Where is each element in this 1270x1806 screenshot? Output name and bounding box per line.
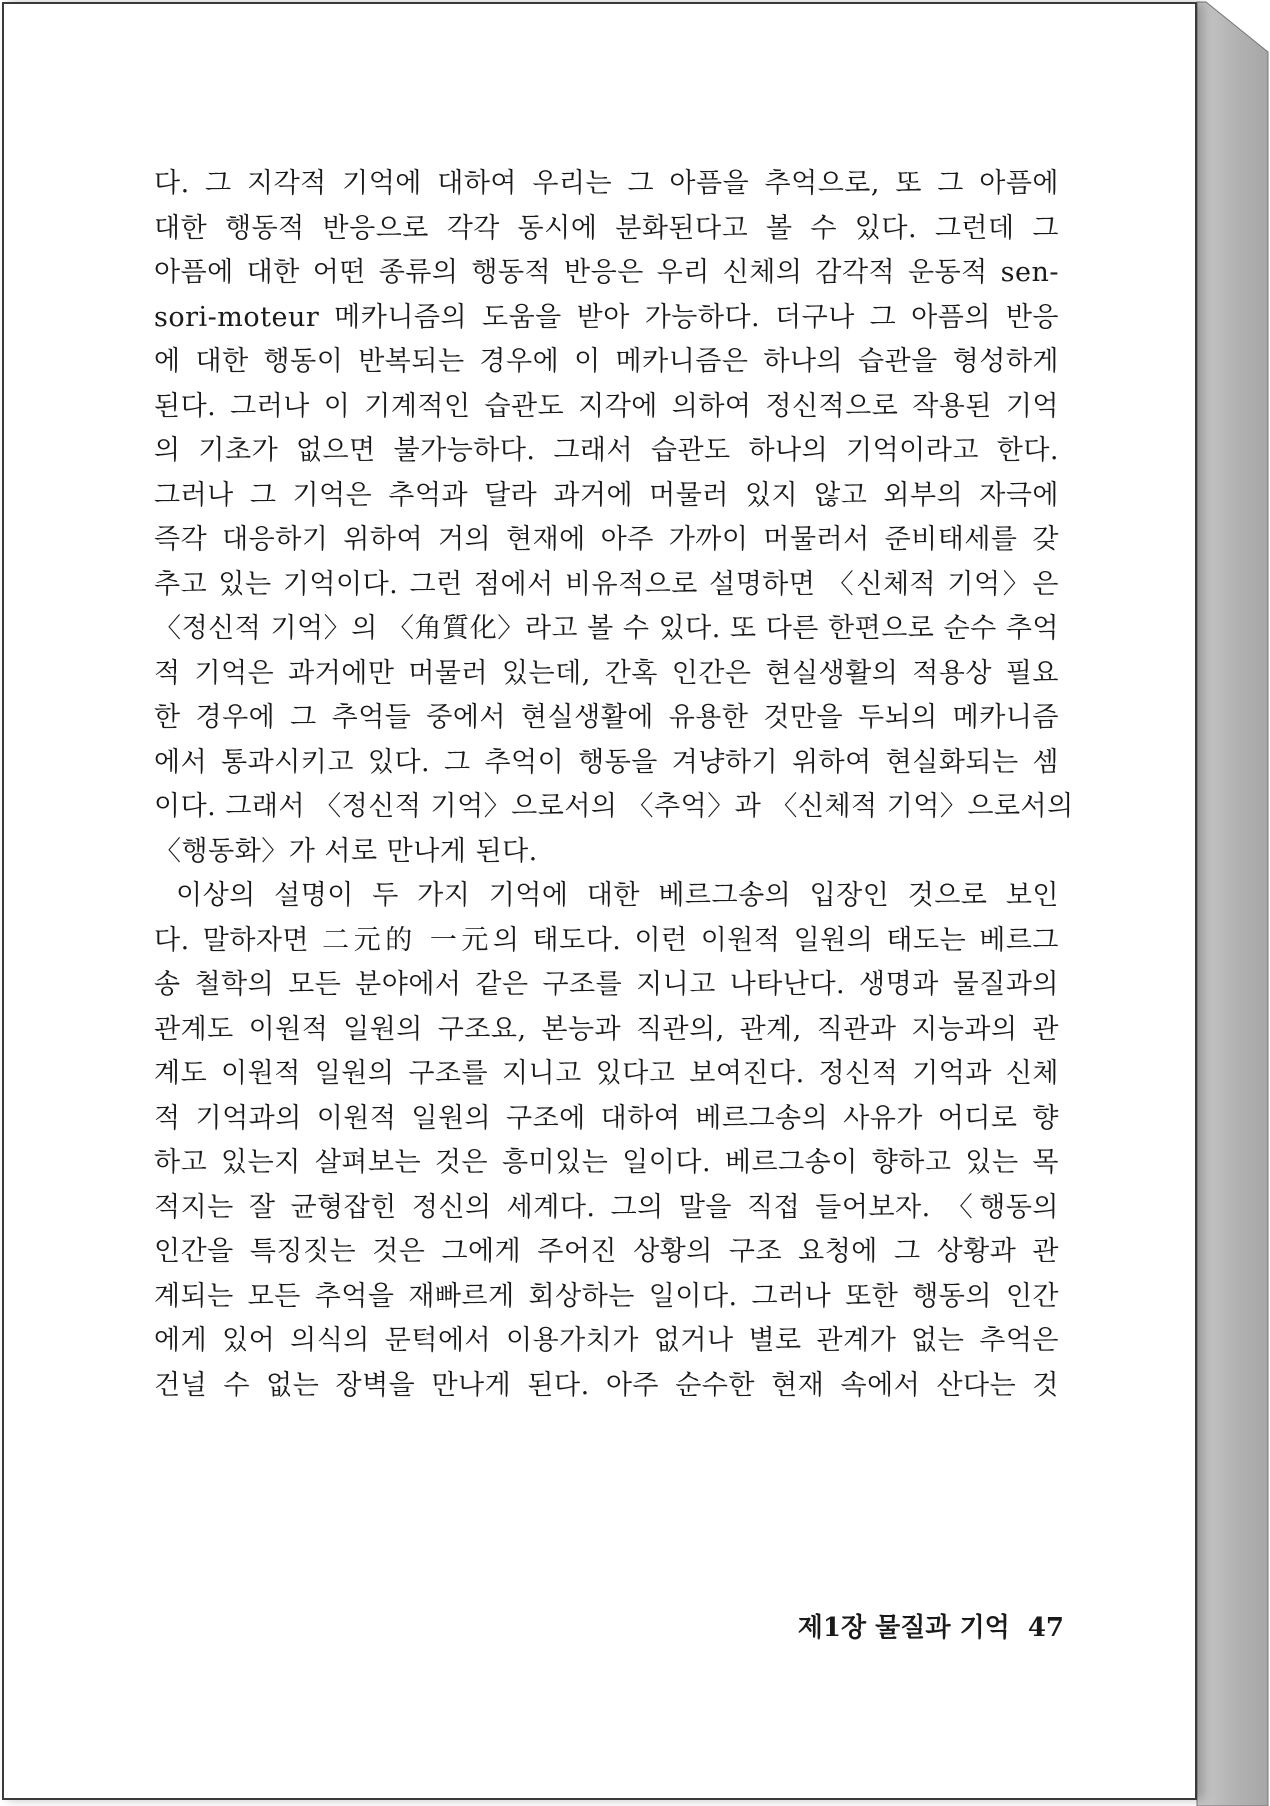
text-line: 에게 있어 의식의 문턱에서 이용가치가 없거나 별로 관계가 없는 추억은 xyxy=(154,1325,1059,1356)
text-line: 된다. 그러나 이 기계적인 습관도 지각에 의하여 정신적으로 작용된 기억 xyxy=(154,390,1059,422)
text-line: 〈정신적 기억〉의 〈角質化〉라고 볼 수 있다. 또 다른 한편으로 순수 추억 xyxy=(154,613,1059,644)
text-line: 건널 수 없는 장벽을 만나게 된다. 아주 순수한 현재 속에서 산다는 것 xyxy=(154,1369,1059,1401)
chapter-title: 제1장 물질과 기억 xyxy=(797,1613,1010,1643)
text-line: 계되는 모든 추억을 재빠르게 회상하는 일이다. 그러나 또한 행동의 인간 xyxy=(154,1280,1059,1312)
text-line: 〈행동화〉가 서로 만나게 된다. xyxy=(154,835,538,867)
text-line: 에 대한 행동이 반복되는 경우에 이 메카니즘은 하나의 습관을 형성하게 xyxy=(154,346,1059,377)
text-line: 에서 통과시키고 있다. 그 추억이 행동을 겨냥하기 위하여 현실화되는 셈 xyxy=(154,746,1059,778)
text-line: 대한 행동적 반응으로 각각 동시에 분화된다고 볼 수 있다. 그런데 그 xyxy=(154,212,1059,244)
page-footer xyxy=(764,1607,1064,1644)
text-line: 적지는 잘 균형잡힌 정신의 세계다. 그의 말을 직접 들어보자. 〈행동의 xyxy=(154,1191,1059,1223)
text-line: 추고 있는 기억이다. 그런 점에서 비유적으로 설명하면 〈신체적 기억〉은 xyxy=(154,568,1059,600)
book-page xyxy=(2,2,1197,1800)
text-line: 적 기억은 과거에만 머물러 있는데, 간혹 인간은 현실생활의 적용상 필요 xyxy=(154,657,1059,689)
text-line: 송 철학의 모든 분야에서 같은 구조를 지니고 나타난다. 생명과 물질과의 xyxy=(154,969,1059,1000)
text-line: 계도 이원적 일원의 구조를 지니고 있다고 보여진다. 정신적 기억과 신체 xyxy=(154,1058,1059,1089)
text-line: 인간을 특징짓는 것은 그에게 주어진 상황의 구조 요청에 그 상황과 관 xyxy=(154,1236,1059,1267)
text-line: 관계도 이원적 일원의 구조요, 본능과 직관의, 관계, 직관과 지능과의 관 xyxy=(154,1013,1059,1045)
text-line: 적 기억과의 이원적 일원의 구조에 대하여 베르그송의 사유가 어디로 향 xyxy=(154,1102,1059,1134)
page-number: 47 xyxy=(1027,1613,1064,1643)
text-line: 이다. 그래서 〈정신적 기억〉으로서의 〈추억〉과 〈신체적 기억〉으로서의 xyxy=(154,791,1074,822)
text-line: 이상의 설명이 두 가지 기억에 대한 베르그송의 입장인 것으로 보인 xyxy=(176,880,1059,911)
text-line: 즉각 대응하기 위하여 거의 현재에 아주 가까이 머물러서 준비태세를 갖 xyxy=(154,524,1059,555)
text-line: sori-moteur 메카니즘의 도움을 받아 가능하다. 더구나 그 아픔의 반응 xyxy=(154,301,1059,333)
text-line: 한 경우에 그 추억들 중에서 현실생활에 유용한 것만을 두뇌의 메카니즘 xyxy=(154,702,1059,733)
text-line: 하고 있는지 살펴보는 것은 흥미있는 일이다. 베르그송이 향하고 있는 목 xyxy=(154,1147,1059,1178)
text-line: 그러나 그 기억은 추억과 달라 과거에 머물러 있지 않고 외부의 자극에 xyxy=(154,479,1059,511)
text-line: 다. 말하자면 二元的 一元의 태도다. 이런 이원적 일원의 태도는 베르그 xyxy=(154,924,1059,956)
text-line: 다. 그 지각적 기억에 대하여 우리는 그 아픔을 추억으로, 또 그 아픔에 xyxy=(154,168,1059,199)
text-line: 아픔에 대한 어떤 종류의 행동적 반응은 우리 신체의 감각적 운동적 sen- xyxy=(154,257,1059,288)
text-line: 의 기초가 없으면 불가능하다. 그래서 습관도 하나의 기억이라고 한다. xyxy=(154,435,1059,466)
